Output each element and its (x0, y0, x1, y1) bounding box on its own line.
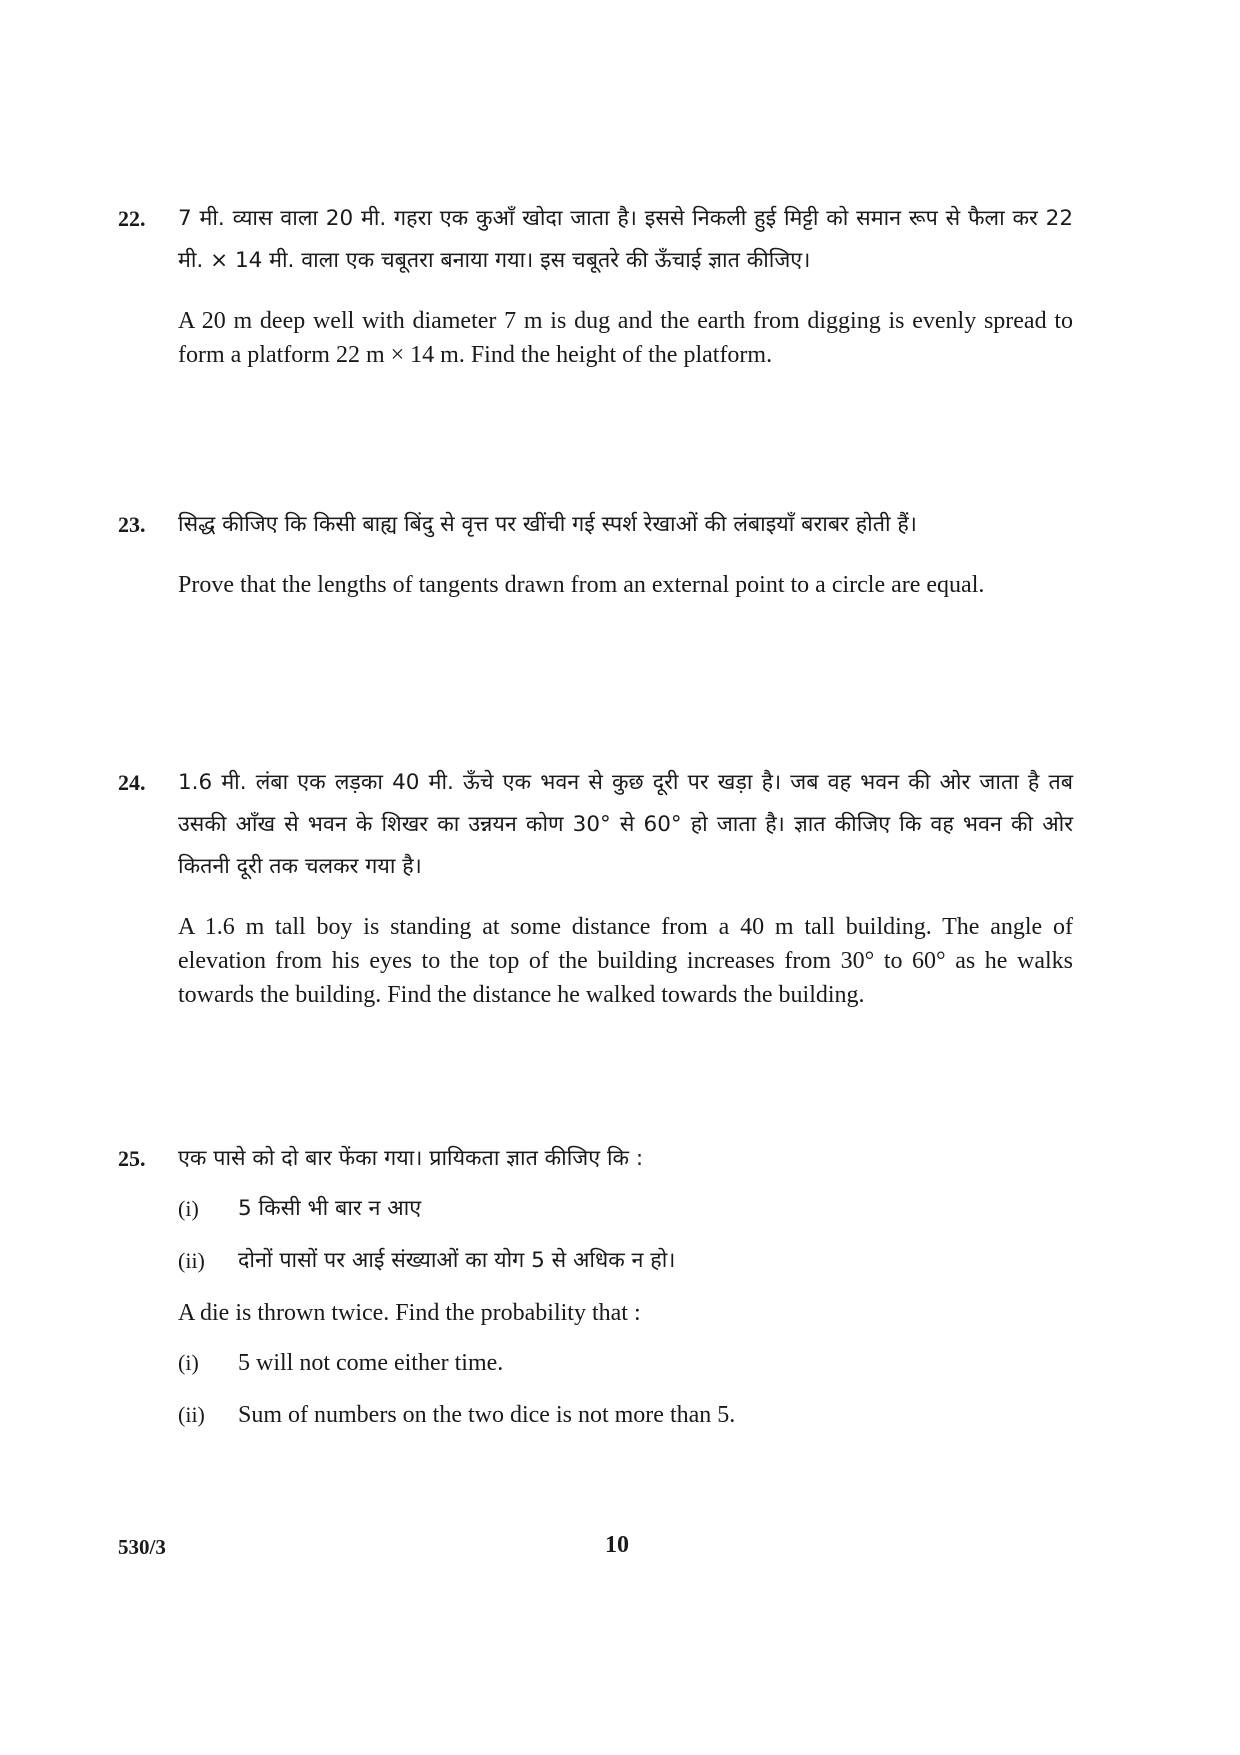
question-text-english: A 20 m deep well with diameter 7 m is dug and the earth from digging is evenly spread to form a platform 22 m × 14 m. Find the height of the platform. (178, 308, 1073, 368)
sub-part-label: (i) (178, 1196, 199, 1221)
sub-part-english-1 (178, 1348, 1073, 1378)
question-number: 24. (118, 770, 146, 795)
question-number: 22. (118, 206, 146, 231)
sub-part-text: 5 किसी भी बार न आए (238, 1196, 422, 1221)
question-23 (118, 504, 1073, 602)
sub-part-text: दोनों पासों पर आई संख्याओं का योग 5 से अधिक न हो। (238, 1248, 676, 1273)
question-text-hindi: सिद्ध कीजिए कि किसी बाह्य बिंदु से वृत्त पर खींची गई स्पर्श रेखाओं की लंबाइयाँ बराबर होती हैं। (178, 512, 917, 537)
question-text-hindi: एक पासे को दो बार फेंका गया। प्रायिकता ज्ञात कीजिए कि : (178, 1146, 644, 1171)
question-text-english: Prove that the lengths of tangents drawn from an external point to a circle are equal. (178, 572, 985, 598)
question-text-english: A die is thrown twice. Find the probability that : (178, 1300, 641, 1326)
sub-part-label: (ii) (178, 1402, 205, 1427)
sub-part-text: Sum of numbers on the two dice is not more than 5. (238, 1402, 736, 1428)
paper-code: 530/3 (118, 1535, 166, 1559)
sub-part-hindi-1 (178, 1194, 1073, 1224)
sub-part-text: 5 will not come either time. (238, 1350, 504, 1376)
sub-part-hindi-2 (178, 1246, 1073, 1276)
page-number: 10 (605, 1532, 629, 1558)
sub-part-label: (ii) (178, 1248, 205, 1273)
question-24 (118, 762, 1073, 1012)
question-number: 23. (118, 512, 146, 537)
question-25 (118, 1138, 1073, 1430)
question-22 (118, 198, 1073, 372)
question-text-hindi: 7 मी. व्यास वाला 20 मी. गहरा एक कुआँ खोदा जाता है। इससे निकली हुई मिट्टी को समान रूप से फैला कर 22 मी. × 14 मी. वाला एक चबूतरा बनाया गया। इस चबूतरे की ऊँचाई ज्ञात कीजिए। (178, 206, 1073, 273)
sub-part-english-2 (178, 1400, 1073, 1430)
question-text-hindi: 1.6 मी. लंबा एक लड़का 40 मी. ऊँचे एक भवन से कुछ दूरी पर खड़ा है। जब वह भवन की ओर जाता है तब उसकी आँख से भवन के शिखर का उन्नयन कोण 30° से 60° हो जाता है। ज्ञात कीजिए कि वह भवन की ओर कितनी दूरी तक चलकर गया है। (178, 770, 1073, 879)
question-text-english: A 1.6 m tall boy is standing at some distance from a 40 m tall building. The angle of elevation from his eyes to the top of the building increases from 30° to 60° as he walks towards the building. Find the distance he walked towards the building. (178, 914, 1073, 1008)
question-number: 25. (118, 1146, 146, 1171)
sub-part-label: (i) (178, 1350, 199, 1375)
